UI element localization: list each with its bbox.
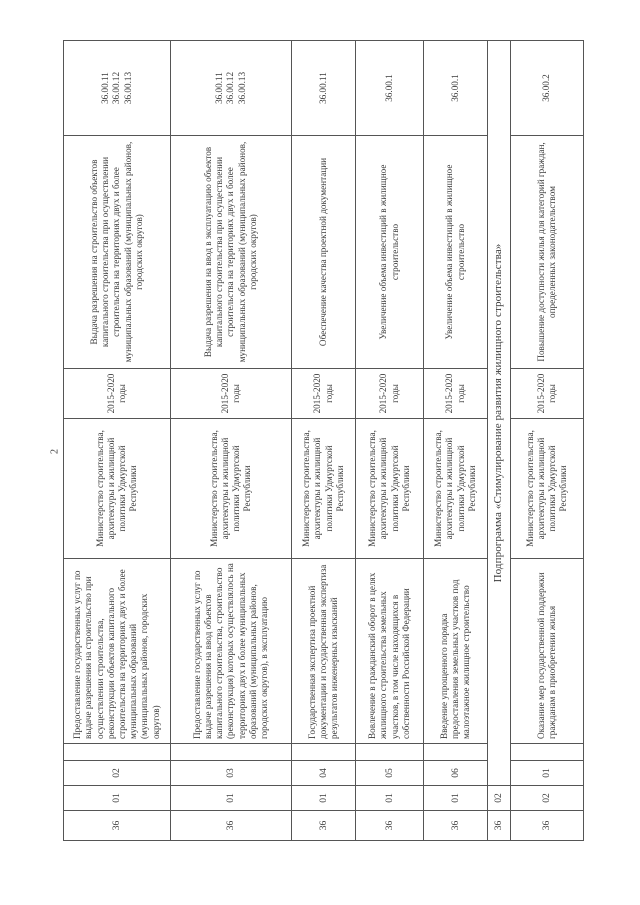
indicators: 36.00.11 [292, 41, 356, 136]
activity-name: Оказание мер государственной поддержки гражданам в приобретении жилья [511, 559, 584, 744]
code-m [64, 744, 171, 761]
indicators: 36.00.1 [356, 41, 424, 136]
activity-name: Предоставление государственных услуг по выдаче разрешения на ввод объектов капитального строительства, строительство (реконструкция) которых осуществлялось на территориях двух и более муниципальных образований (муниципальных районов, городских округов), в эксплуатацию [171, 559, 292, 744]
code-pp: 01 [292, 786, 356, 811]
table-row [292, 41, 356, 841]
term: 2015-2020 годы [171, 369, 292, 419]
code-gp: 36 [356, 811, 424, 841]
code-om: 01 [511, 761, 584, 786]
code-om: 04 [292, 761, 356, 786]
code-gp: 36 [171, 811, 292, 841]
expected-result: Выдача разрешения на ввод в эксплуатацию объектов капитального строительства при осуществлении строительства на территориях двух и более муниципальных образований (муниципальных районов, городских округов) [171, 136, 292, 369]
executor: Министерство строительства, архитектуры и жилищной политики Удмуртской Республики [424, 419, 488, 559]
code-pp: 02 [511, 786, 584, 811]
expected-result: Обеспечение качества проектной документации [292, 136, 356, 369]
table-row [424, 41, 488, 841]
activity-name: Предоставление государственных услуг по выдаче разрешения на строительство при осуществлении строительства, реконструкции объектов капитального строительства на территориях двух и более муниципальных образований (муниципальных районов, городских округов) [64, 559, 171, 744]
indicators: 36.00.2 [511, 41, 584, 136]
executor: Министерство строительства, архитектуры и жилищной политики Удмуртской Республики [356, 419, 424, 559]
code-om: 05 [356, 761, 424, 786]
code-om: 02 [64, 761, 171, 786]
code-om: 06 [424, 761, 488, 786]
activity-name: Вовлечение в гражданский оборот в целях жилищного строительства земельных участков, в том числе находящихся в собственности Российской Федерации [356, 559, 424, 744]
code-m [511, 744, 584, 761]
indicators: 36.00.11 36.00.12 36.00.13 [171, 41, 292, 136]
code-m [356, 744, 424, 761]
table-row [356, 41, 424, 841]
code-m [424, 744, 488, 761]
executor: Министерство строительства, архитектуры и жилищной политики Удмуртской Республики [511, 419, 584, 559]
subprogram-row [488, 41, 511, 841]
executor: Министерство строительства, архитектуры и жилищной политики Удмуртской Республики [64, 419, 171, 559]
executor: Министерство строительства, архитектуры и жилищной политики Удмуртской Республики [292, 419, 356, 559]
expected-result: Повышение доступности жилья для категорий граждан, определенных законодательством [511, 136, 584, 369]
term: 2015-2020 годы [511, 369, 584, 419]
code-gp: 36 [292, 811, 356, 841]
term: 2015-2020 годы [424, 369, 488, 419]
code-gp: 36 [64, 811, 171, 841]
code-m [171, 744, 292, 761]
expected-result: Увеличение объема инвестиций в жилищное строительство [424, 136, 488, 369]
table-row [511, 41, 584, 841]
activity-name: Государственная экспертиза проектной документации и государственная экспертиза результатов инженерных изысканий [292, 559, 356, 744]
rotated-table-container [63, 41, 583, 841]
code-pp: 01 [356, 786, 424, 811]
subprogram-title: Подпрограмма «Стимулирование развития жилищного строительства» [488, 41, 511, 786]
code-gp: 36 [424, 811, 488, 841]
term: 2015-2020 годы [64, 369, 171, 419]
code-gp: 36 [488, 811, 511, 841]
expected-result: Выдача разрешения на строительство объектов капитального строительства при осуществлении строительства на территориях двух и более муниципальных образований (муниципальных районов, городских округов) [64, 136, 171, 369]
code-m [292, 744, 356, 761]
code-pp: 01 [171, 786, 292, 811]
code-gp: 36 [511, 811, 584, 841]
activities-table [63, 40, 584, 841]
table-row [64, 41, 171, 841]
indicators: 36.00.11 36.00.12 36.00.13 [64, 41, 171, 136]
term: 2015-2020 годы [292, 369, 356, 419]
term: 2015-2020 годы [356, 369, 424, 419]
page-number: 2 [49, 449, 61, 454]
code-pp: 01 [64, 786, 171, 811]
executor: Министерство строительства, архитектуры и жилищной политики Удмуртской Республики [171, 419, 292, 559]
code-om: 03 [171, 761, 292, 786]
activity-name: Введение упрощенного порядка предоставления земельных участков под малоэтажное жилищное строительство [424, 559, 488, 744]
code-pp: 02 [488, 786, 511, 811]
expected-result: Увеличение объема инвестиций в жилищное строительство [356, 136, 424, 369]
indicators: 36.00.1 [424, 41, 488, 136]
code-pp: 01 [424, 786, 488, 811]
table-row [171, 41, 292, 841]
